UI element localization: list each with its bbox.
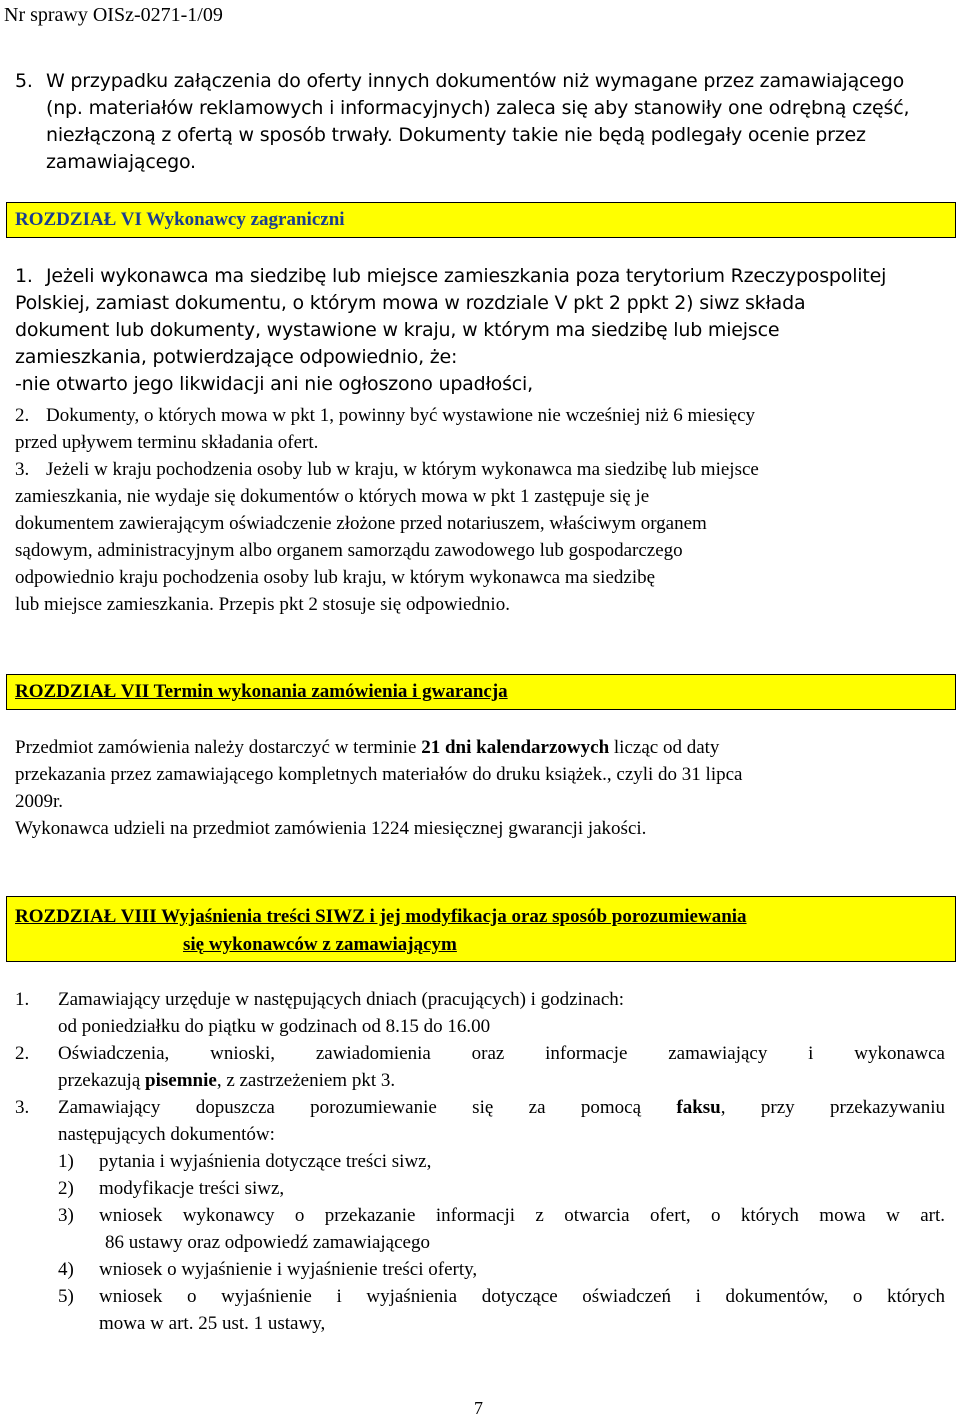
chapter-7-heading [6,674,956,710]
text-line: Polskiej, zamiast dokumentu, o którym mowa w rozdziale V pkt 2 ppkt 2) siwz składa [15,292,806,314]
text-line: pytania i wyjaśnienia dotyczące treści siwz, [99,1151,432,1172]
chapter-8-item-1 [15,986,945,1040]
sub-item-number: 2) [58,1178,74,1199]
text-span: , z zastrzeżeniem pkt 3. [216,1070,396,1091]
sub-item-number: 3) [58,1205,74,1226]
text-line: następujących dokumentów: [58,1124,275,1145]
text-line: Jeżeli wykonawca ma siedzibę lub miejsce zamieszkania poza terytorium Rzeczypospolitej [46,265,887,287]
sub-item-number: 4) [58,1259,74,1280]
chapter-8-item-3 [15,1094,945,1148]
emphasis-text: pisemnie [145,1070,217,1091]
text-line: przekazania przez zamawiającego kompletnych materiałów do druku książek., czyli do 31 lipca [15,764,743,785]
chapter-8-item-2 [15,1040,945,1094]
text-line: zamieszkania, nie wydaje się dokumentów o których mowa w pkt 1 zastępuje się je [15,486,650,507]
item-number: 3. [15,1097,30,1118]
sub-list [15,1148,945,1337]
text-span: przekazują [58,1070,146,1091]
sub-list-item [15,1202,945,1256]
page-number: 7 [474,1398,483,1418]
chapter-6-item-3 [15,456,945,618]
text-line: Jeżeli w kraju pochodzenia osoby lub w kraju, w którym wykonawca ma siedzibę lub miejsce [46,459,759,480]
chapter-6-items-2-3 [15,402,945,618]
text-line: zamawiającego. [46,151,196,173]
text-line [15,734,945,761]
item-number: 3. [15,459,30,480]
item-number: 1. [15,265,33,287]
text-line: (np. materiałów reklamowych i informacyjnych) zaleca się aby stanowiły one odrębną część, [46,97,910,119]
sub-list-item [15,1148,945,1175]
chapter-7-body [15,734,945,842]
text-line: -nie otwarto jego likwidacji ani nie ogłoszono upadłości, [15,373,533,395]
item-number: 1. [15,989,30,1010]
text-line: Oświadczenia, wnioski, zawiadomienia oraz informacje zamawiający i wykonawca [58,1043,945,1064]
text-line: Wykonawca udzieli na przedmiot zamówienia 1224 miesięcznej gwarancji jakości. [15,818,647,839]
text-line: Dokumenty, o których mowa w pkt 1, powinny być wystawione nie wcześniej niż 6 miesięcy [46,405,756,426]
deadline-emphasis: 21 dni kalendarzowych [421,737,610,758]
text-line: dokumentem zawierającym oświadczenie złożone przed notariuszem, właściwym organem [15,513,707,534]
chapter-6-item-1 [15,263,945,398]
text-line: 2009r. [15,791,64,812]
item-number: 5. [15,70,33,92]
emphasis-text: faksu [676,1097,721,1118]
text-line: niezłączoną z ofertą w sposób trwały. Dokumenty takie nie będą podlegały ocenie przez [46,124,866,146]
chapter-6-heading [6,202,956,238]
sub-item-number: 1) [58,1151,74,1172]
chapter-8-title-line-2: się wykonawców z zamawiającym [183,934,457,955]
text-line: mowa w art. 25 ust. 1 ustawy, [99,1313,326,1334]
chapter-8-body [15,986,945,1337]
document-case-number: Nr sprawy OISz-0271-1/09 [4,4,223,26]
text-line: Zamawiający urzęduje w następujących dniach (pracujących) i godzinach: [58,989,625,1010]
text-line: od poniedziałku do piątku w godzinach od 8.15 do 16.00 [58,1016,491,1037]
text-line: wniosek o wyjaśnienie i wyjaśnienie treści oferty, [99,1259,478,1280]
text-span: licząc od daty [609,737,720,758]
chapter-6-title: ROZDZIAŁ VI Wykonawcy zagraniczni [15,209,345,230]
item-number: 2. [15,1043,30,1064]
text-line: lub miejsce zamieszkania. Przepis pkt 2 stosuje się odpowiednio. [15,594,510,615]
text-line: odpowiednio kraju pochodzenia osoby lub kraju, w którym wykonawca ma siedzibę [15,567,656,588]
text-line: wniosek wykonawcy o przekazanie informacji z otwarcia ofert, o których mowa w art. [99,1205,945,1226]
sub-list-item [15,1175,945,1202]
text-line: W przypadku załączenia do oferty innych dokumentów niż wymagane przez zamawiającego [46,70,905,92]
text-line: przed upływem terminu składania ofert. [15,432,319,453]
chapter-6-item-2 [15,402,945,456]
text-span: Zamawiający dopuszcza porozumiewanie się za pomocą [58,1097,677,1118]
chapter-8-heading [6,896,956,962]
chapter-7-title: ROZDZIAŁ VII Termin wykonania zamówienia i gwarancja [15,681,508,702]
chapter-8-title-line-1: ROZDZIAŁ VIII Wyjaśnienia treści SIWZ i jej modyfikacja oraz sposób porozumiewania [15,906,747,927]
item-number: 2. [15,405,30,426]
text-line: wniosek o wyjaśnienie i wyjaśnienia dotyczące oświadczeń i dokumentów, o których [99,1286,945,1307]
sub-list-item [15,1283,945,1337]
sub-list-item [15,1256,945,1283]
text-line: modyfikacje treści siwz, [99,1178,285,1199]
text-line: 86 ustawy oraz odpowiedź zamawiającego [105,1232,430,1253]
text-line: zamieszkania, potwierdzające odpowiednio, że: [15,346,458,368]
text-span: , przy przekazywaniu [720,1097,945,1118]
text-line: dokument lub dokumenty, wystawione w kraju, w którym ma siedzibę lub miejsce [15,319,780,341]
text-line [58,1067,945,1094]
text-span: Przedmiot zamówienia należy dostarczyć w terminie [15,737,422,758]
text-line [58,1094,945,1121]
sub-item-number: 5) [58,1286,74,1307]
chapter-6-body [15,263,945,398]
text-line: sądowym, administracyjnym albo organem samorządu zawodowego lub gospodarczego [15,540,683,561]
